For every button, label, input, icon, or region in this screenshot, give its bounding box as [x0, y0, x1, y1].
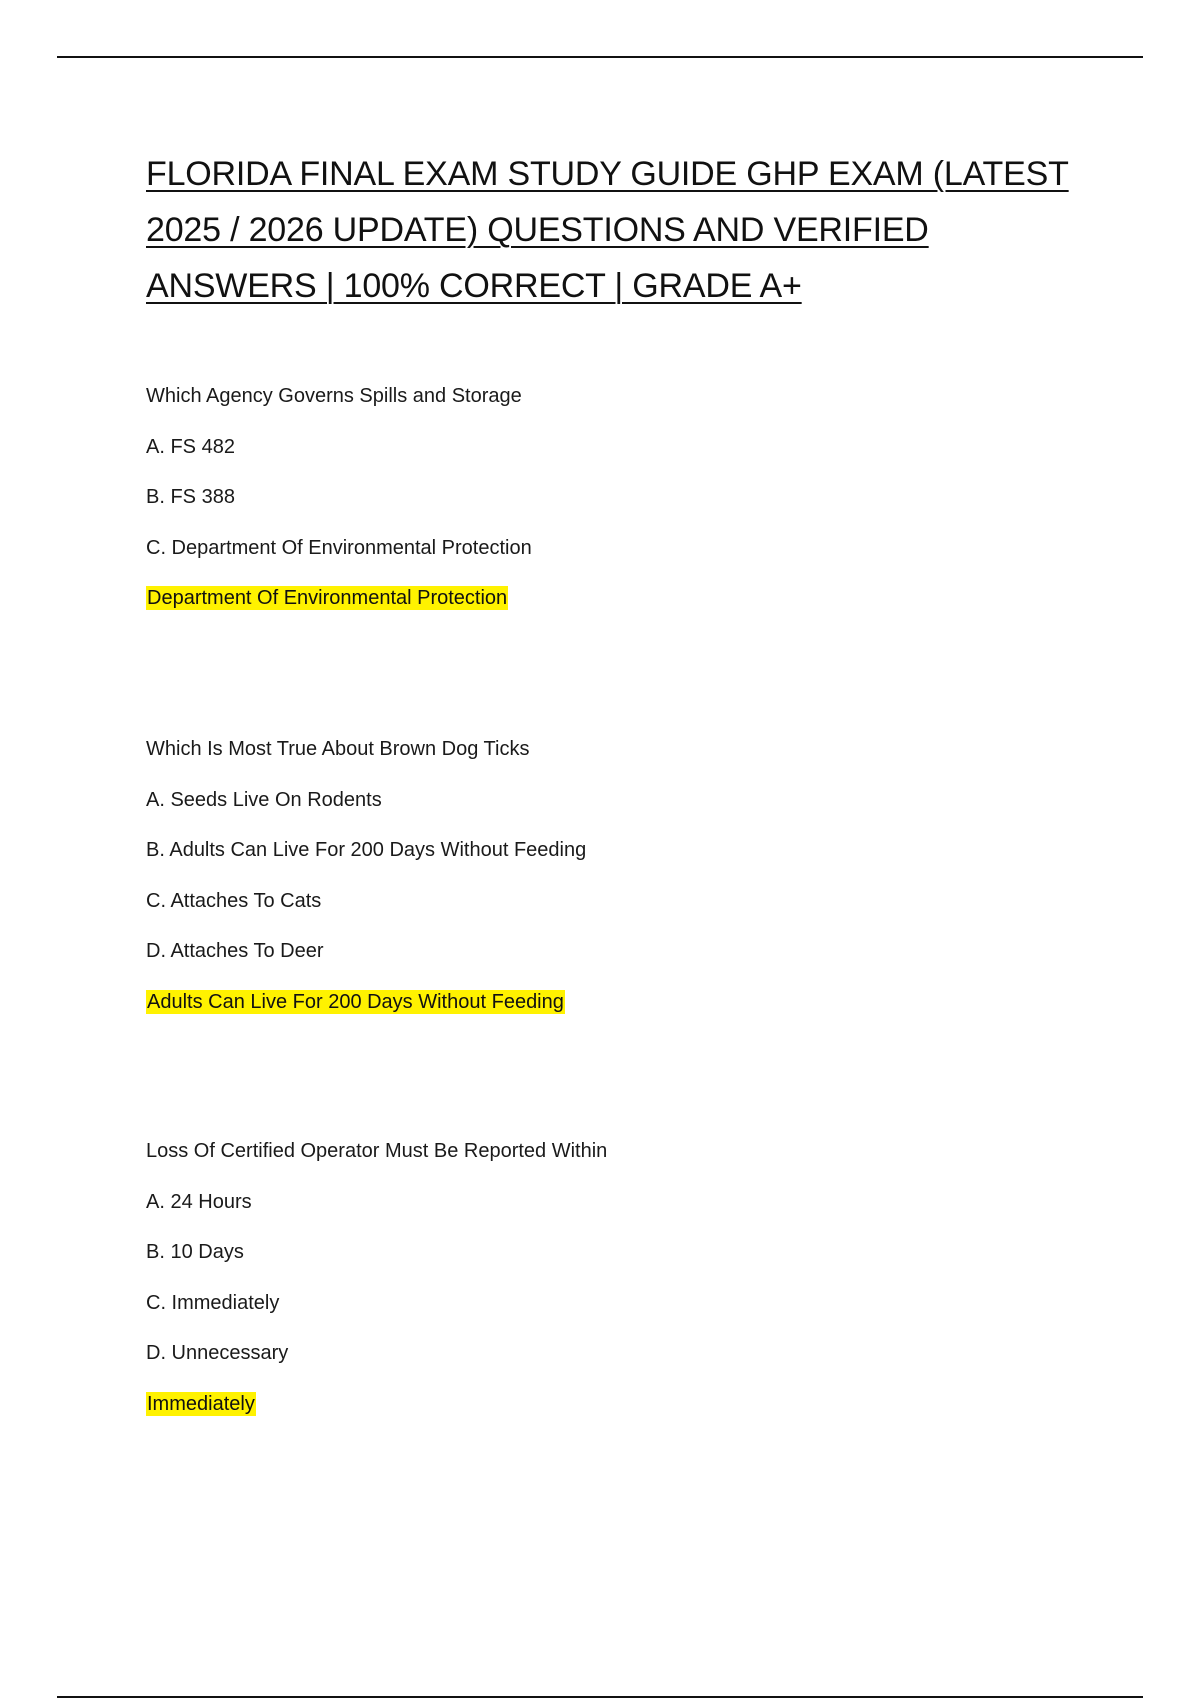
title-line-2: 2025 / 2026 UPDATE) QUESTIONS AND VERIFIED — [146, 211, 929, 249]
document-title — [146, 146, 1086, 314]
question-text: Loss Of Certified Operator Must Be Reported Within — [146, 1140, 608, 1162]
question-text: Which Agency Governs Spills and Storage — [146, 385, 522, 407]
option-b: B. 10 Days — [146, 1241, 244, 1263]
footer-rule — [57, 1696, 1143, 1698]
option-c: C. Department Of Environmental Protection — [146, 536, 532, 559]
option-a: A. 24 Hours — [146, 1190, 252, 1213]
option-c: C. Immediately — [146, 1291, 280, 1314]
option-a: A. FS 482 — [146, 435, 235, 458]
option-d: D. Attaches To Deer — [146, 940, 324, 962]
title-line-1: FLORIDA FINAL EXAM STUDY GUIDE GHP EXAM (LATEST — [146, 155, 1069, 193]
title-line-3: ANSWERS | 100% CORRECT | GRADE A+ — [146, 267, 802, 305]
highlighted-answer: Immediately — [147, 1392, 255, 1415]
highlighted-answer: Adults Can Live For 200 Days Without Feeding — [147, 990, 564, 1013]
option-b: B. FS 388 — [146, 486, 235, 508]
page-content — [146, 146, 1086, 1415]
question-text: Which Is Most True About Brown Dog Ticks — [146, 738, 530, 760]
question-block-3 — [146, 1139, 1046, 1442]
highlighted-answer: Department Of Environmental Protection — [147, 587, 508, 609]
option-a: A. Seeds Live On Rodents — [146, 788, 382, 811]
option-c: C. Attaches To Cats — [146, 889, 322, 912]
question-block-1 — [146, 384, 1046, 637]
option-d: D. Unnecessary — [146, 1342, 289, 1364]
question-block-2 — [146, 737, 1046, 1040]
header-rule — [57, 56, 1143, 58]
option-b: B. Adults Can Live For 200 Days Without Feeding — [146, 839, 587, 861]
